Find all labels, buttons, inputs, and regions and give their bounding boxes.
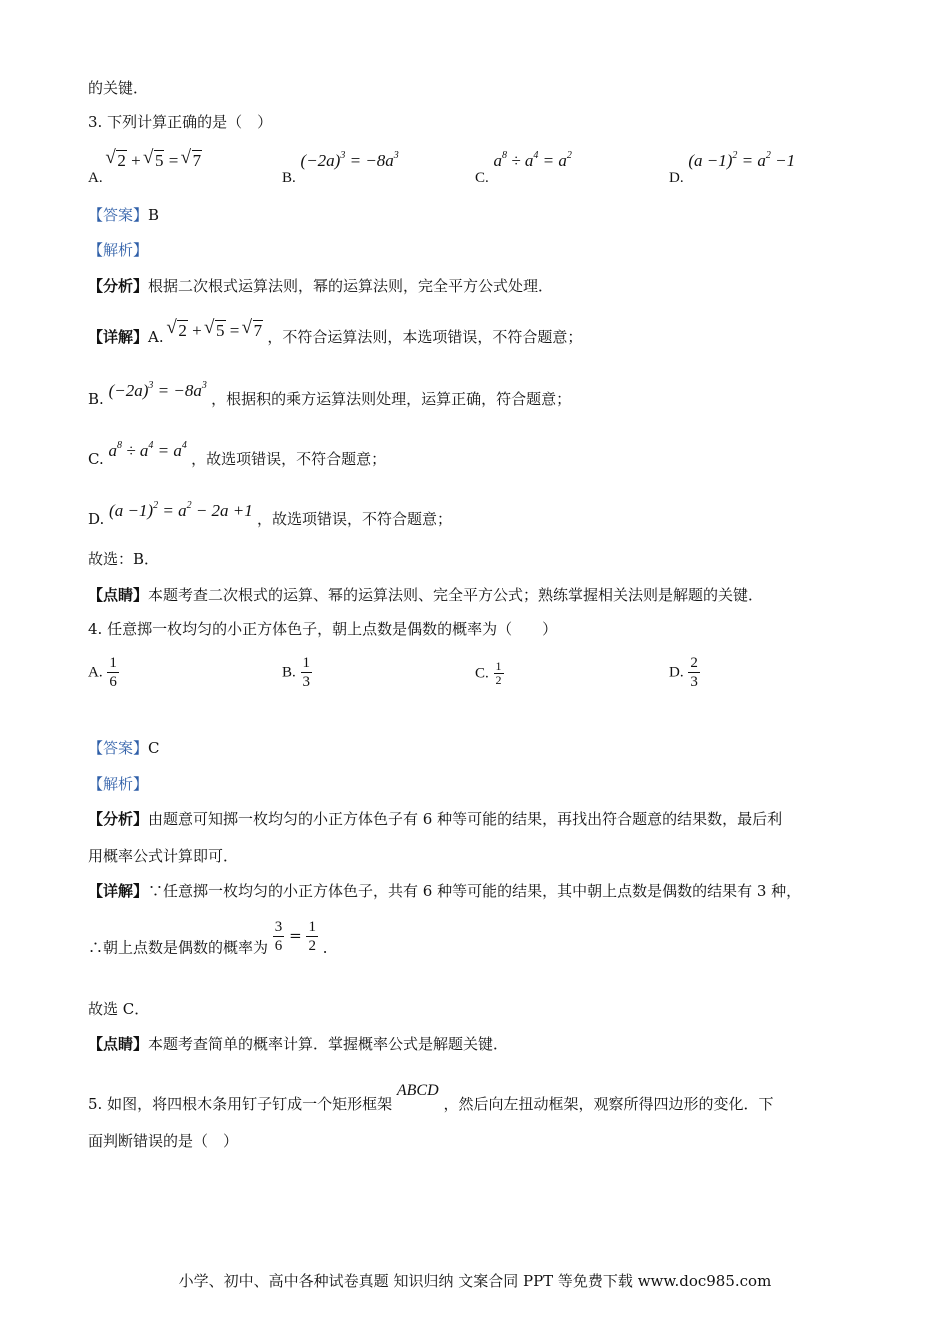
q3-b-rhs: = −8a bbox=[349, 151, 394, 170]
q3-xa-text: ，不符合运算法则，本选项错误，不符合题意； bbox=[267, 328, 583, 346]
q3-xc-a: a bbox=[108, 441, 117, 460]
q3-option-d-label: D. bbox=[669, 170, 684, 186]
q3-xd-formula bbox=[109, 501, 257, 520]
q3-xa-eq: = bbox=[229, 321, 240, 340]
q3-option-c bbox=[475, 151, 572, 188]
q4-xiangjie-text-1: ∵任意掷一枚均匀的小正方体色子，共有 6 种等可能的结果，其中朝上点数是偶数的结果有 3 种， bbox=[148, 882, 802, 900]
q4-f2-den: 2 bbox=[308, 938, 316, 954]
q4-option-a-label: A. bbox=[88, 664, 103, 681]
q3-xb-rhs: = −8a bbox=[157, 381, 202, 400]
q5-stem-2: 面判断错误的是（ ） bbox=[88, 1132, 239, 1150]
q3-xb-base: (−2a) bbox=[108, 381, 149, 400]
q3-a-eq: = bbox=[168, 151, 179, 170]
page-footer: 小学、初中、高中各种试卷真题 知识归纳 文案合同 PPT 等免费下载 www.doc985.com bbox=[178, 1272, 772, 1290]
q3-xc-rhs: = a bbox=[157, 441, 182, 460]
q3-b-exp: 3 bbox=[340, 150, 346, 161]
q3-a-radicand-3: 7 bbox=[192, 151, 202, 170]
q3-xd-label: D. bbox=[88, 510, 105, 528]
q5-stem-b: ，然后向左扭动框架，观察所得四边形的变化．下 bbox=[443, 1095, 774, 1113]
q4-b-den: 3 bbox=[302, 674, 311, 690]
q4-option-c bbox=[475, 660, 504, 687]
q3-c-div: ÷ a bbox=[511, 151, 534, 170]
q4-f1-den: 6 bbox=[274, 938, 283, 954]
q3-option-b-label: B. bbox=[282, 170, 296, 186]
q4-c-fraction bbox=[494, 660, 504, 687]
q4-xiangjie-text-2: ∴朝上点数是偶数的概率为 bbox=[88, 938, 269, 957]
q3-xiangjie-c bbox=[88, 441, 386, 469]
q4-b-num: 1 bbox=[302, 655, 311, 671]
q4-prob-end: ． bbox=[322, 938, 338, 957]
q3-xiangjie-a bbox=[88, 321, 582, 347]
q4-c-num: 1 bbox=[495, 659, 502, 673]
q4-answer-value: C bbox=[148, 739, 160, 757]
q4-option-c-label: C. bbox=[475, 665, 489, 682]
q4-xiangjie-2 bbox=[88, 918, 338, 958]
q3-xb-text: ，根据积的乘方运算法则处理，运算正确，符合题意； bbox=[211, 390, 572, 408]
q3-xa-radicand-1: 2 bbox=[178, 321, 187, 340]
q5-abcd: ABCD bbox=[396, 1082, 439, 1099]
q4-d-num: 2 bbox=[690, 655, 698, 671]
q3-xc-exp1: 8 bbox=[117, 440, 122, 451]
q4-f1-num: 3 bbox=[274, 919, 283, 935]
q3-xc-div: ÷ a bbox=[126, 441, 149, 460]
q4-dianjing-tag: 【点睛】 bbox=[88, 1035, 149, 1053]
q3-c-exp2: 4 bbox=[533, 150, 539, 161]
q3-xb-label: B. bbox=[88, 390, 104, 408]
q4-fenxi-text-1: 由题意可知掷一枚均匀的小正方体色子有 6 种等可能的结果，再找出符合题意的结果数，最后利 bbox=[148, 810, 783, 828]
q3-d-mid: = a bbox=[741, 151, 766, 170]
q3-option-a bbox=[88, 151, 202, 188]
q3-xa-formula bbox=[168, 321, 267, 340]
q4-option-d bbox=[669, 654, 700, 691]
q3-d-rhs: −1 bbox=[775, 151, 796, 170]
q3-xd-exp2: 2 bbox=[186, 500, 192, 511]
q4-prob-eq: = bbox=[289, 926, 302, 945]
q4-prob-fraction-2 bbox=[306, 918, 318, 955]
q4-a-num: 1 bbox=[109, 655, 117, 671]
q3-option-b bbox=[282, 151, 399, 188]
q3-xiangjie-b bbox=[88, 381, 571, 409]
q4-xiangjie-tag: 【详解】 bbox=[88, 882, 149, 900]
q4-analysis-tag: 【解析】 bbox=[88, 775, 149, 793]
q3-answer-tag: 【答案】 bbox=[88, 206, 149, 224]
q4-guxuan: 故选 C． bbox=[88, 1000, 150, 1018]
q3-fenxi-text: 根据二次根式运算法则，幂的运算法则，完全平方公式处理． bbox=[148, 277, 554, 295]
q3-stem: 3. 下列计算正确的是（ ） bbox=[88, 113, 273, 131]
q3-xd-exp1: 2 bbox=[153, 500, 159, 511]
q4-b-fraction bbox=[301, 654, 313, 691]
q3-c-a: a bbox=[493, 151, 503, 170]
q3-xc-exp3: 4 bbox=[181, 440, 187, 451]
q3-xc-formula bbox=[109, 441, 192, 460]
q3-c-exp1: 8 bbox=[502, 150, 508, 161]
q3-option-a-label: A. bbox=[88, 170, 103, 186]
q4-fenxi-2: 用概率公式计算即可． bbox=[88, 847, 239, 865]
q3-xd-rhs: − 2a +1 bbox=[195, 501, 253, 520]
q4-option-a bbox=[88, 654, 119, 691]
q4-c-den: 2 bbox=[495, 673, 502, 687]
q3-answer-value: B bbox=[148, 206, 160, 224]
q4-d-fraction bbox=[688, 654, 700, 691]
q5-stem-a: 5. 如图，将四根木条用钉子钉成一个矩形框架 bbox=[88, 1095, 393, 1113]
q4-fenxi-tag: 【分析】 bbox=[88, 810, 149, 828]
q3-dianjing bbox=[88, 585, 763, 605]
q3-xb-exp2: 3 bbox=[201, 380, 207, 391]
q3-dianjing-tag: 【点睛】 bbox=[88, 586, 149, 604]
q3-fenxi-tag: 【分析】 bbox=[88, 277, 149, 295]
q3-xc-label: C. bbox=[88, 450, 104, 468]
q4-option-b-label: B. bbox=[282, 664, 296, 681]
q3-xc-exp2: 4 bbox=[148, 440, 154, 451]
q3-option-b-formula bbox=[301, 151, 399, 170]
q4-xiangjie-1 bbox=[88, 881, 801, 901]
q3-c-rhs: = a bbox=[542, 151, 567, 170]
q3-option-d bbox=[669, 151, 795, 188]
q3-xa-radicand-2: 5 bbox=[216, 321, 225, 340]
q3-c-exp3: 2 bbox=[566, 150, 572, 161]
q3-b-exp2: 3 bbox=[393, 150, 399, 161]
q4-answer-tag: 【答案】 bbox=[88, 739, 149, 757]
q3-xb-exp: 3 bbox=[148, 380, 154, 391]
q3-answer bbox=[88, 205, 159, 225]
q4-a-fraction bbox=[107, 654, 119, 691]
q3-option-d-formula bbox=[688, 151, 795, 170]
q5-stem-1 bbox=[88, 1081, 773, 1114]
q4-option-b bbox=[282, 654, 312, 691]
q3-analysis-tag: 【解析】 bbox=[88, 241, 149, 259]
q3-d-lhs: (a −1) bbox=[688, 151, 733, 170]
q3-guxuan: 故选：B． bbox=[88, 550, 160, 568]
q3-xiangjie-tag: 【详解】 bbox=[88, 328, 149, 346]
q3-xa-label: A. bbox=[148, 328, 164, 346]
q4-prob-fraction-1 bbox=[273, 918, 285, 955]
q3-b-base: (−2a) bbox=[300, 151, 341, 170]
q4-option-d-label: D. bbox=[669, 664, 684, 681]
q3-xb-formula bbox=[109, 381, 212, 400]
q4-answer bbox=[88, 738, 160, 758]
q3-xd-mid: = a bbox=[162, 501, 187, 520]
q3-fenxi bbox=[88, 276, 553, 296]
q3-xiangjie-d bbox=[88, 501, 452, 529]
q4-dianjing bbox=[88, 1034, 508, 1054]
q4-d-den: 3 bbox=[690, 674, 698, 690]
q4-dianjing-text: 本题考查简单的概率计算．掌握概率公式是解题关键． bbox=[148, 1035, 509, 1053]
q4-f2-num: 1 bbox=[308, 919, 316, 935]
q3-d-exp1: 2 bbox=[732, 150, 738, 161]
q3-a-radicand-2: 5 bbox=[154, 151, 164, 170]
q4-stem: 4. 任意掷一枚均匀的小正方体色子，朝上点数是偶数的概率为（ ） bbox=[88, 620, 558, 638]
q3-option-c-formula bbox=[494, 151, 572, 170]
intro-text: 的关键． bbox=[88, 79, 149, 97]
q3-xa-plus: + bbox=[192, 321, 202, 340]
q3-option-c-label: C. bbox=[475, 170, 489, 186]
q3-xd-lhs: (a −1) bbox=[109, 501, 154, 520]
q3-xa-radicand-3: 7 bbox=[253, 321, 263, 340]
q4-fenxi-1 bbox=[88, 809, 782, 829]
q3-a-radicand-1: 2 bbox=[117, 151, 126, 170]
q3-xc-text: ，故选项错误，不符合题意； bbox=[191, 450, 387, 468]
q3-dianjing-text: 本题考查二次根式的运算、幂的运算法则、完全平方公式；熟练掌握相关法则是解题的关键． bbox=[148, 586, 764, 604]
q4-a-den: 6 bbox=[109, 674, 117, 690]
q3-xd-text: ，故选项错误，不符合题意； bbox=[257, 510, 453, 528]
q3-option-a-formula bbox=[107, 151, 202, 170]
q3-d-exp2: 2 bbox=[765, 150, 771, 161]
q3-a-plus: + bbox=[131, 151, 141, 170]
